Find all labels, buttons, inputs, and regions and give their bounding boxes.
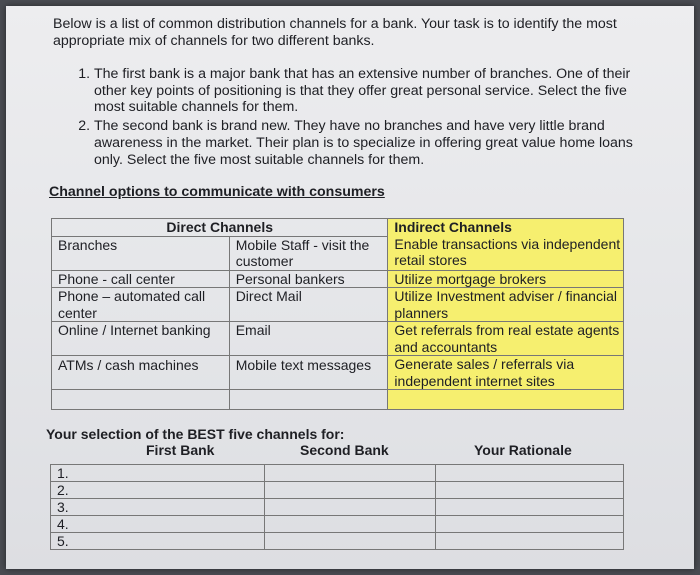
rationale-header: Your Rationale [474, 442, 572, 458]
rationale-cell[interactable] [436, 499, 624, 516]
indirect-cell [388, 219, 624, 271]
table-row [52, 322, 624, 356]
table-row [52, 390, 624, 410]
indirect-channel-item: Generate sales / referrals via independent internet sites [388, 356, 624, 390]
indirect-channel-item: Utilize Investment adviser / financial planners [388, 288, 624, 322]
channels-heading: Channel options to communicate with consumers [49, 184, 385, 200]
table-row [51, 465, 624, 482]
first-bank-header: First Bank [146, 442, 215, 458]
indirect-channel-item [388, 390, 624, 410]
second-bank-cell[interactable] [264, 533, 436, 550]
table-row [51, 533, 624, 550]
second-bank-header: Second Bank [300, 442, 389, 458]
direct-channel-item: Personal bankers [229, 270, 388, 288]
direct-channel-item: Email [229, 322, 388, 356]
row-number: 1. [51, 465, 265, 482]
indirect-channels-header: Indirect Channels [394, 219, 512, 235]
rationale-cell[interactable] [436, 516, 624, 533]
second-bank-cell[interactable] [264, 482, 436, 499]
table-row [52, 288, 624, 322]
indirect-channel-item: Enable transactions via independent retail stores [394, 235, 621, 268]
direct-channel-item [229, 390, 388, 410]
selection-table [50, 464, 624, 550]
second-bank-cell[interactable] [264, 465, 436, 482]
table-row [52, 219, 624, 237]
direct-channel-item: ATMs / cash machines [52, 356, 230, 390]
task-list [66, 66, 654, 170]
row-number: 4. [51, 516, 265, 533]
direct-channels-header: Direct Channels [52, 219, 388, 237]
row-number: 3. [51, 499, 265, 516]
row-number: 5. [51, 533, 265, 550]
direct-channel-item: Phone - call center [52, 270, 230, 288]
direct-channel-item [52, 390, 230, 410]
table-row [52, 356, 624, 390]
table-row [51, 482, 624, 499]
selection-title: Your selection of the BEST five channels for: [46, 426, 345, 442]
indirect-channel-item: Utilize mortgage brokers [388, 270, 624, 288]
rationale-cell[interactable] [436, 533, 624, 550]
rationale-cell[interactable] [436, 482, 624, 499]
intro-text [53, 16, 633, 50]
task-item-first-bank: 1. The first bank is a major bank that has an extensive number of branches. One of their other key points of positioning is that they offer great personal service. Select the five most suitable channels for them. [94, 66, 654, 116]
channel-options-table [51, 218, 624, 410]
indirect-channel-item: Get referrals from real estate agents and accountants [388, 322, 624, 356]
second-bank-cell[interactable] [264, 499, 436, 516]
direct-channel-item: Mobile text messages [229, 356, 388, 390]
direct-channel-item: Branches [52, 236, 230, 270]
table-row [51, 516, 624, 533]
table-row [52, 270, 624, 288]
intro-paragraph: Below is a list of common distribution channels for a bank. Your task is to identify the most appropriate mix of channels for two different banks. [53, 16, 617, 49]
task-item-second-bank: 2. The second bank is brand new. They have no branches and have very little brand awareness in the market. Their plan is to specialize in offering great value home loans only. Select the five most suitable channels for them. [94, 118, 654, 168]
direct-channel-item: Mobile Staff - visit the customer [229, 236, 388, 270]
direct-channel-item: Direct Mail [229, 288, 388, 322]
worksheet-page [6, 6, 694, 569]
table-row [51, 499, 624, 516]
row-number: 2. [51, 482, 265, 499]
second-bank-cell[interactable] [264, 516, 436, 533]
direct-channel-item: Online / Internet banking [52, 322, 230, 356]
direct-channel-item: Phone – automated call center [52, 288, 230, 322]
rationale-cell[interactable] [436, 465, 624, 482]
